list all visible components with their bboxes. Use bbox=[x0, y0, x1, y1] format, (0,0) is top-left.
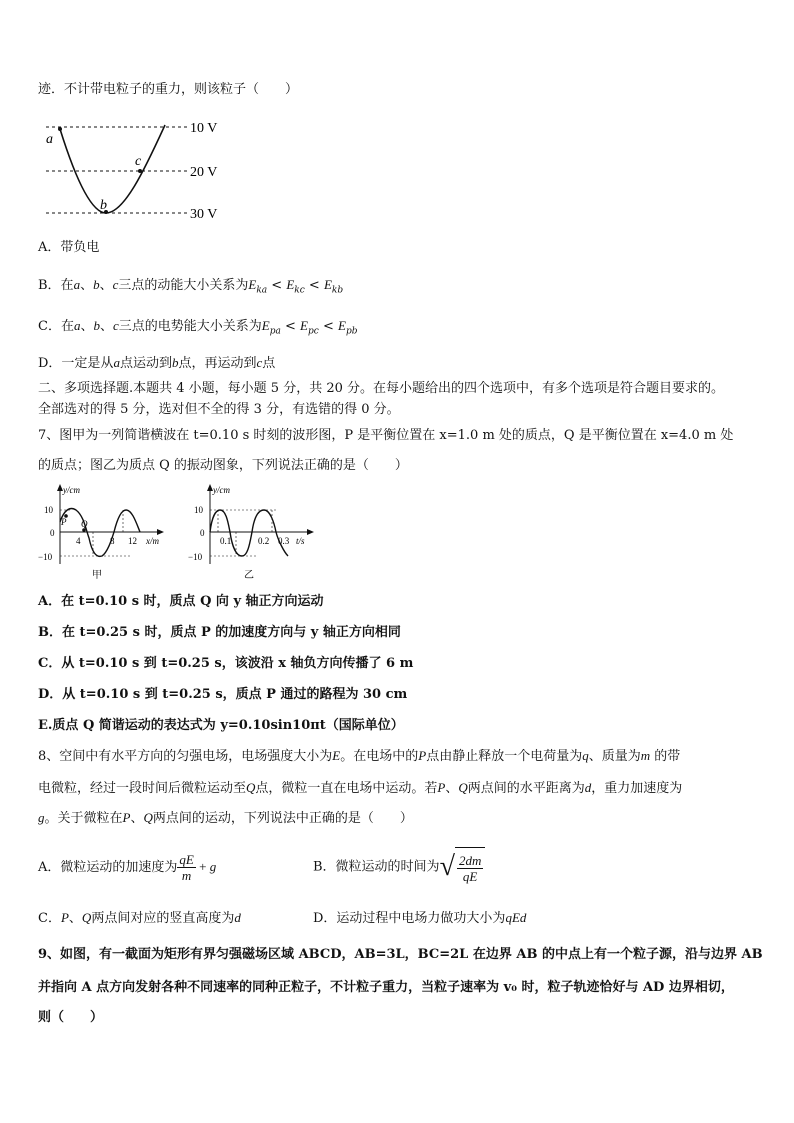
q8-line1: 8、空间中有水平方向的匀强电场，电场强度大小为E。在电场中的P点由静止释放一个电荷量为q、质量为m 的带 bbox=[38, 748, 681, 764]
q7-line2: 的质点；图乙为质点 Q 的振动图象，下列说法正确的是（ ） bbox=[38, 458, 408, 473]
q6-stem-end: 迹．不计带电粒子的重力，则该粒子（ ） bbox=[38, 82, 299, 97]
q8-option-c: C．P、Q两点间对应的竖直高度为d bbox=[38, 910, 241, 926]
q7-graph-yi bbox=[186, 482, 326, 582]
jia-ylabel: y/cm bbox=[63, 485, 80, 495]
point-c-label: c bbox=[135, 154, 142, 169]
yi-xtick-0.3: 0.3 bbox=[278, 536, 290, 546]
q8-option-a: A．微粒运动的加速度为 $\frac{qE}{m}$ + g bbox=[38, 852, 217, 883]
yi-xtick-0.2: 0.2 bbox=[258, 536, 270, 546]
jia-xtick-12: 12 bbox=[128, 536, 137, 546]
q8-option-d: D．运动过程中电场力做功大小为qEd bbox=[313, 910, 527, 926]
jia-ytick-neg10: −10 bbox=[38, 552, 53, 562]
level-20v-label: 20 V bbox=[190, 165, 218, 180]
q7-option-a: A．在 t=0.10 s 时，质点 Q 向 y 轴正方向运动 bbox=[38, 594, 324, 609]
point-a-dot bbox=[58, 127, 62, 131]
q6-option-d: D．一定是从a点运动到b点，再运动到c点 bbox=[38, 355, 276, 371]
q7-line1: 7、图甲为一列简谐横波在 t=0.10 s 时刻的波形图，P 是平衡位置在 x=1.0 m 处的质点，Q 是平衡位置在 x=4.0 m 处 bbox=[38, 428, 734, 443]
yi-ylabel: y/cm bbox=[213, 485, 230, 495]
q9-line1: 9、如图，有一截面为矩形有界匀强磁场区域 ABCD，AB=3L，BC=2L 在边界 AB 的中点上有一个粒子源，沿与边界 AB bbox=[38, 947, 763, 962]
jia-x-arrow bbox=[157, 529, 164, 535]
section2-line1: 二、多项选择题.本题共 4 小题，每小题 5 分，共 20 分。在每小题给出的四个选项中，有多个选项是符合题目要求的。 bbox=[38, 381, 725, 396]
point-a-label: a bbox=[46, 132, 53, 147]
q7-option-d: D．从 t=0.10 s 到 t=0.25 s，质点 P 通过的路程为 30 cm bbox=[38, 687, 408, 702]
level-10v-label: 10 V bbox=[190, 121, 218, 136]
jia-label-q: Q bbox=[81, 519, 88, 529]
q6-option-a: A．带负电 bbox=[38, 240, 100, 255]
jia-ytick-10: 10 bbox=[44, 505, 53, 515]
q6-equipotential-figure bbox=[40, 115, 240, 225]
section2-line2: 全部选对的得 5 分，选对但不全的得 3 分，有选错的得 0 分。 bbox=[38, 402, 400, 417]
yi-xtick-0.1: 0.1 bbox=[220, 536, 232, 546]
q8-line3: g。关于微粒在P、Q两点间的运动，下列说法中正确的是（ ） bbox=[38, 810, 413, 826]
q7-option-e: E.质点 Q 简谐运动的表达式为 y=0.10sin10πt（国际单位） bbox=[38, 718, 404, 733]
yi-caption: 乙 bbox=[244, 570, 254, 581]
q7-graph-jia bbox=[36, 482, 176, 582]
jia-xtick-8: 8 bbox=[110, 536, 115, 546]
q8-option-b: B．微粒运动的时间为√ $\frac{2dm}{qE}$ bbox=[313, 846, 485, 888]
q9-line2: 并指向 A 点方向发射各种不同速率的同种正粒子，不计粒子重力，当粒子速率为 v₀ 时，粒子轨迹恰好与 AD 边界相切， bbox=[38, 980, 734, 995]
point-c-dot bbox=[138, 169, 142, 173]
q9-line3: 则（ ） bbox=[38, 1010, 104, 1025]
q8-line2: 电微粒，经过一段时间后微粒运动至Q点，微粒一直在电场中运动。若P、Q两点间的水平距离为d，重力加速度为 bbox=[38, 780, 683, 796]
jia-xtick-4: 4 bbox=[76, 536, 81, 546]
level-30v-label: 30 V bbox=[190, 207, 218, 222]
q7-option-b: B．在 t=0.25 s 时，质点 P 的加速度方向与 y 轴正方向相同 bbox=[38, 625, 401, 640]
yi-ytick-0: 0 bbox=[200, 528, 205, 538]
jia-xlabel: x/m bbox=[146, 536, 159, 546]
yi-ytick-10: 10 bbox=[194, 505, 203, 515]
jia-caption: 甲 bbox=[92, 570, 102, 581]
jia-label-p: P bbox=[61, 517, 67, 527]
yi-x-arrow bbox=[307, 529, 314, 535]
particle-trajectory bbox=[60, 125, 165, 213]
q7-option-c: C．从 t=0.10 s 到 t=0.25 s，该波沿 x 轴负方向传播了 6 m bbox=[38, 656, 414, 671]
point-b-label: b bbox=[100, 198, 107, 213]
yi-waveform bbox=[210, 510, 288, 556]
yi-xlabel: t/s bbox=[296, 536, 305, 546]
q6-option-b: B．在a、b、c三点的动能大小关系为$E_{ka} < E_{kc} < E_{kb}$ bbox=[38, 277, 344, 296]
q6-option-c: C．在a、b、c三点的电势能大小关系为$E_{pa} < E_{pc} < E_{pb}$ bbox=[38, 318, 358, 337]
jia-ytick-0: 0 bbox=[50, 528, 55, 538]
yi-ytick-neg10: −10 bbox=[188, 552, 203, 562]
